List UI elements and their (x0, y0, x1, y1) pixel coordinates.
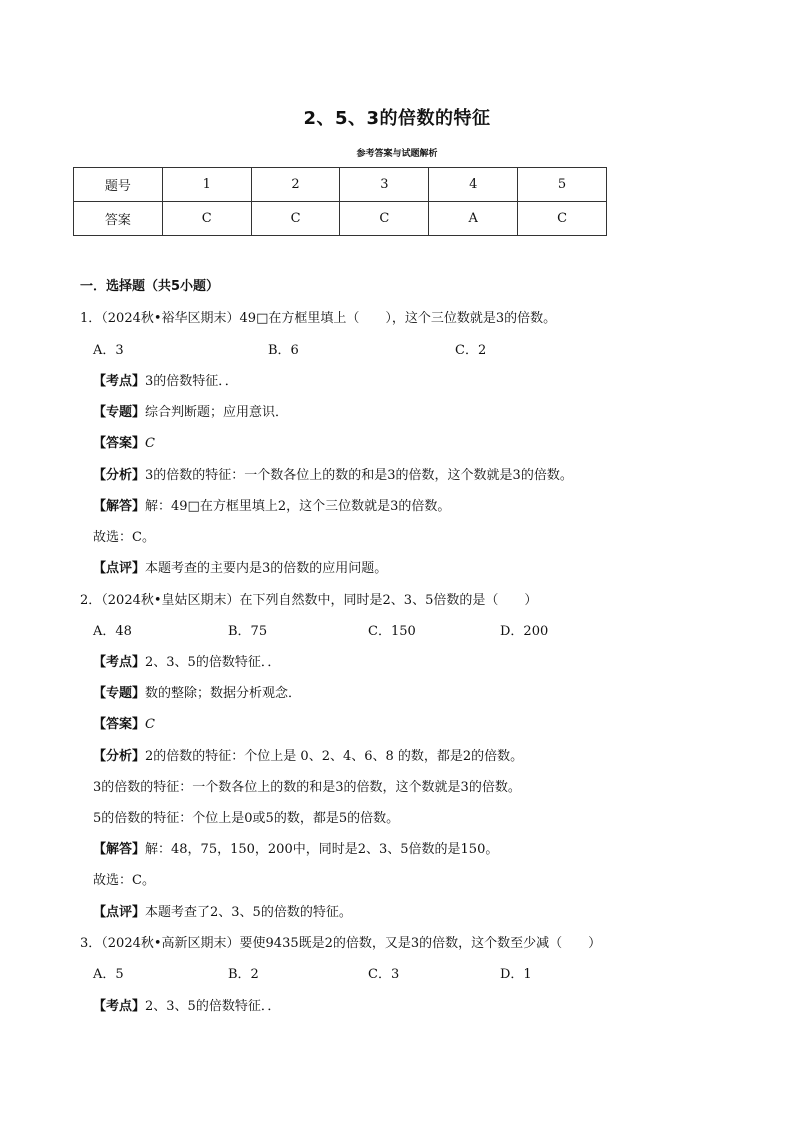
q2-jieda (93, 838, 498, 857)
zhuanti-text: 数的整除；数据分析观念． (145, 686, 302, 701)
q2-option-a: A．48 (93, 624, 132, 639)
dianping-text: 本题考查了2、3、5的倍数的特征。 (145, 905, 352, 920)
q1-option-b: B．6 (268, 343, 299, 358)
table-cell: 5 (518, 168, 607, 202)
table-cell: C (251, 202, 340, 236)
jieda-tag: 【解答】 (93, 499, 146, 514)
dianping-tag: 【点评】 (93, 905, 146, 920)
answer-tag: 【答案】 (93, 717, 146, 732)
q3-option-d: D．1 (500, 967, 532, 982)
kaodian-text: 2、3、5的倍数特征．． (145, 655, 281, 670)
kaodian-tag: 【考点】 (93, 999, 146, 1014)
page-title: 2、5、3的倍数的特征 (303, 108, 491, 129)
q2-dianping (93, 901, 352, 920)
zhuanti-tag: 【专题】 (93, 686, 146, 701)
table-row (74, 168, 607, 202)
q1-answer (93, 432, 155, 451)
q2-fenxi (93, 745, 523, 764)
table-cell: 3 (340, 168, 429, 202)
fenxi-tag: 【分析】 (93, 749, 146, 764)
table-cell: 2 (251, 168, 340, 202)
q1-option-c: C．2 (455, 343, 487, 358)
q3-option-a: A．5 (93, 967, 124, 982)
answer-table (73, 167, 607, 236)
kaodian-text: 2、3、5的倍数特征．． (145, 999, 281, 1014)
table-header-cell: 答案 (74, 202, 163, 236)
zhuanti-tag: 【专题】 (93, 405, 146, 420)
jieda-text: 解：49□在方框里填上2，这个三位数就是3的倍数。 (145, 499, 451, 514)
q2-zhuanti (93, 682, 301, 701)
q1-jieda (93, 495, 450, 514)
jieda-text: 解：48，75，150，200中，同时是2、3、5倍数的是150。 (145, 842, 499, 857)
q3-kaodian (93, 995, 280, 1014)
dianping-text: 本题考查的主要内是3的倍数的应用问题。 (145, 561, 388, 576)
jieda-tag: 【解答】 (93, 842, 146, 857)
table-cell: C (340, 202, 429, 236)
question-1-stem: 1．（2024秋•裕华区期末）49□在方框里填上（ ），这个三位数就是3的倍数。 (80, 311, 557, 326)
q2-fenxi-2: 3的倍数的特征：一个数各位上的数的和是3的倍数，这个数就是3的倍数。 (93, 780, 521, 795)
q1-fenxi (93, 464, 573, 483)
fenxi-text: 2的倍数的特征：个位上是 0、2、4、6、8 的数，都是2的倍数。 (145, 749, 524, 764)
q1-option-a: A．3 (93, 343, 124, 358)
q1-guxuan: 故选：C。 (93, 530, 155, 545)
q1-kaodian (93, 370, 238, 389)
answer-text: C (145, 717, 155, 732)
zhuanti-text: 综合判断题；应用意识． (145, 405, 289, 420)
q2-option-b: B．75 (228, 624, 268, 639)
q2-kaodian (93, 651, 280, 670)
q1-zhuanti (93, 401, 288, 420)
q1-dianping (93, 557, 387, 576)
q2-answer (93, 713, 155, 732)
kaodian-text: 3的倍数特征．． (145, 374, 238, 389)
question-2-stem: 2．（2024秋•皇姑区期末）在下列自然数中，同时是2、3、5倍数的是（ ） (80, 593, 538, 608)
table-cell: C (162, 202, 251, 236)
section-heading: 一．选择题（共5小题） (80, 279, 220, 294)
kaodian-tag: 【考点】 (93, 374, 146, 389)
dianping-tag: 【点评】 (93, 561, 146, 576)
fenxi-text: 3的倍数的特征：一个数各位上的数的和是3的倍数，这个数就是3的倍数。 (145, 468, 573, 483)
table-cell: 4 (429, 168, 518, 202)
q2-option-d: D．200 (500, 624, 549, 639)
question-3-stem: 3．（2024秋•高新区期末）要使9435既是2的倍数，又是3的倍数，这个数至少减（ ） (80, 936, 602, 951)
table-cell: C (518, 202, 607, 236)
q2-guxuan: 故选：C。 (93, 873, 155, 888)
page-subtitle: 参考答案与试题解析 (356, 149, 438, 159)
fenxi-tag: 【分析】 (93, 468, 146, 483)
table-row (74, 202, 607, 236)
table-cell: A (429, 202, 518, 236)
kaodian-tag: 【考点】 (93, 655, 146, 670)
q3-option-c: C．3 (368, 967, 400, 982)
q2-option-c: C．150 (368, 624, 416, 639)
answer-text: C (145, 436, 155, 451)
q3-option-b: B．2 (228, 967, 259, 982)
table-cell: 1 (162, 168, 251, 202)
table-header-cell: 题号 (74, 168, 163, 202)
answer-tag: 【答案】 (93, 436, 146, 451)
q2-fenxi-3: 5的倍数的特征：个位上是0或5的数，都是5的倍数。 (93, 811, 400, 826)
